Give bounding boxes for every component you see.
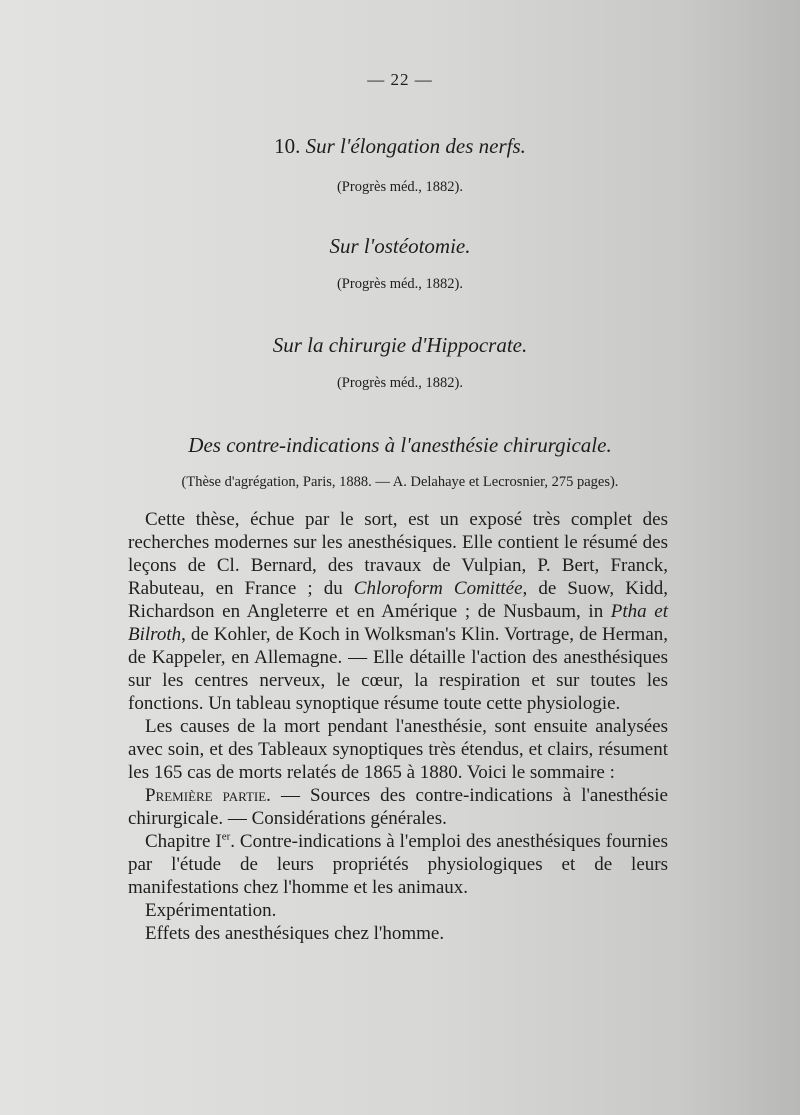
text-run: . Contre-indications à l'emploi des anesthésiques fournies par l'étude de leurs propriétés physiologiques et de leurs manifestations chez l'homme et les animaux. xyxy=(128,831,668,898)
text-run: — Sources des contre-indications à l'anesthésie chirurgicale. — Considérations générales. xyxy=(128,785,668,829)
section-heading: Première partie. xyxy=(145,785,271,806)
entry-source: (Progrès méd., 1882). xyxy=(336,179,464,195)
paragraph xyxy=(128,508,668,715)
entry-source: (Progrès méd., 1882). xyxy=(336,375,464,391)
text-run: , de Kohler, de Koch in Wolksman's Klin. Vortrage, de Herman, de Kappeler, en Allemagne. — Elle détaille l'action des anesthésiques sur les centres nerveux, le cœur, la respiration et sur toutes les fonctions. Un tableau synoptique résume toute cette physiologie. xyxy=(128,624,668,714)
page-number: — 22 — xyxy=(367,70,433,89)
entry-title: Sur la chirurgie d'Hippocrate. xyxy=(272,333,528,357)
paragraph: Expérimentation. xyxy=(145,900,277,921)
entry-title-text: Sur l'élongation des nerfs. xyxy=(305,134,526,158)
text-run: , de Suow, Kidd, Richardson en Angleterre et en Amérique ; de Nusbaum, in xyxy=(128,578,668,622)
entry-source: (Progrès méd., 1882). xyxy=(336,276,464,292)
italic-text: Ptha et Bilroth xyxy=(128,601,668,645)
paragraph: Les causes de la mort pendant l'anesthésie, sont ensuite analysées avec soin, et des Tableaux synoptiques très étendus, et clairs, résument les 165 cas de morts relatés de 1865 à 1880. Voici le sommaire : xyxy=(128,716,668,783)
paragraph xyxy=(128,830,668,899)
body-text xyxy=(128,508,668,945)
text-run: Chapitre I xyxy=(145,831,222,852)
entry-title: Sur l'ostéotomie. xyxy=(329,234,471,258)
text-run: Cette thèse, échue par le sort, est un exposé très complet des recherches modernes sur les anesthésiques. Elle contient le résumé des leçons de Cl. Bernard, des travaux de Vulpian, P. Bert, Franck, Rabuteau, en France ; du xyxy=(128,509,668,599)
superscript: er xyxy=(221,830,231,843)
entry-number: 10. xyxy=(274,134,301,158)
entry-title xyxy=(0,134,800,159)
paragraph xyxy=(128,784,668,830)
entry-title: Des contre-indications à l'anesthésie chirurgicale. xyxy=(188,433,612,457)
paragraph: Effets des anesthésiques chez l'homme. xyxy=(145,923,445,944)
italic-text: Chloroform Comittée xyxy=(353,578,523,599)
entry-source: (Thèse d'agrégation, Paris, 1888. — A. Delahaye et Lecrosnier, 275 pages). xyxy=(181,474,619,490)
